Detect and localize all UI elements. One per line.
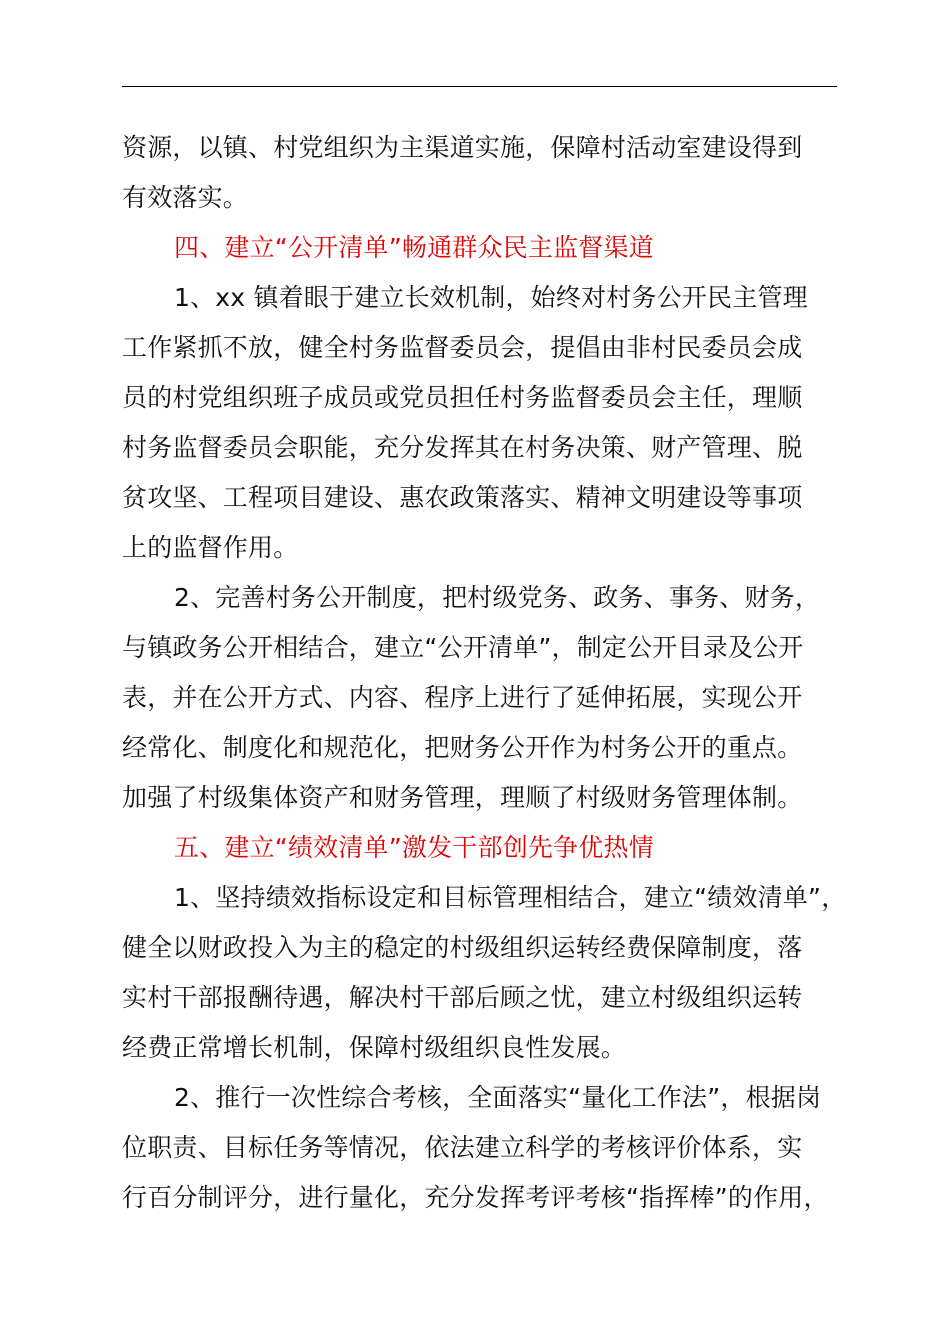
header-rule	[122, 86, 837, 87]
paragraph-line: 经费正常增长机制，保障村级组织良性发展。	[122, 1033, 627, 1062]
paragraph-line: 贫攻坚、工程项目建设、惠农政策落实、精神文明建设等事项	[122, 483, 803, 512]
paragraph-line: 员的村党组织班子成员或党员担任村务监督委员会主任，理顺	[122, 383, 803, 412]
paragraph-line: 位职责、目标任务等情况，依法建立科学的考核评价体系，实	[122, 1133, 803, 1162]
paragraph-line: 经常化、制度化和规范化，把财务公开作为村务公开的重点。	[122, 733, 803, 762]
paragraph-line: 与镇政务公开相结合，建立“公开清单”，制定公开目录及公开	[122, 633, 804, 662]
paragraph-line: 行百分制评分，进行量化，充分发挥考评考核“指挥棒”的作用，	[122, 1183, 829, 1212]
paragraph-line: 加强了村级集体资产和财务管理，理顺了村级财务管理体制。	[122, 783, 803, 812]
paragraph-line: 有效落实。	[122, 183, 249, 212]
paragraph-line: 表，并在公开方式、内容、程序上进行了延伸拓展，实现公开	[122, 683, 803, 712]
paragraph-line: 健全以财政投入为主的稳定的村级组织运转经费保障制度，落	[122, 933, 803, 962]
document-body	[122, 123, 847, 1223]
paragraph-line: 1、xx 镇着眼于建立长效机制，始终对村务公开民主管理	[174, 283, 808, 312]
paragraph-line: 工作紧抓不放，健全村务监督委员会，提倡由非村民委员会成	[122, 333, 803, 362]
paragraph-line: 实村干部报酬待遇，解决村干部后顾之忧，建立村级组织运转	[122, 983, 803, 1012]
section-heading: 四、建立“公开清单”畅通群众民主监督渠道	[174, 233, 654, 262]
paragraph-line: 资源，以镇、村党组织为主渠道实施，保障村活动室建设得到	[122, 133, 803, 162]
paragraph-line: 2、完善村务公开制度，把村级党务、政务、事务、财务，	[174, 583, 821, 612]
paragraph-line: 1、坚持绩效指标设定和目标管理相结合，建立“绩效清单”，	[174, 883, 847, 912]
section-heading: 五、建立“绩效清单”激发干部创先争优热情	[174, 833, 654, 862]
paragraph-line: 村务监督委员会职能，充分发挥其在村务决策、财产管理、脱	[122, 433, 803, 462]
paragraph-line: 2、推行一次性综合考核，全面落实“量化工作法”，根据岗	[174, 1083, 822, 1112]
paragraph-line: 上的监督作用。	[122, 533, 299, 562]
